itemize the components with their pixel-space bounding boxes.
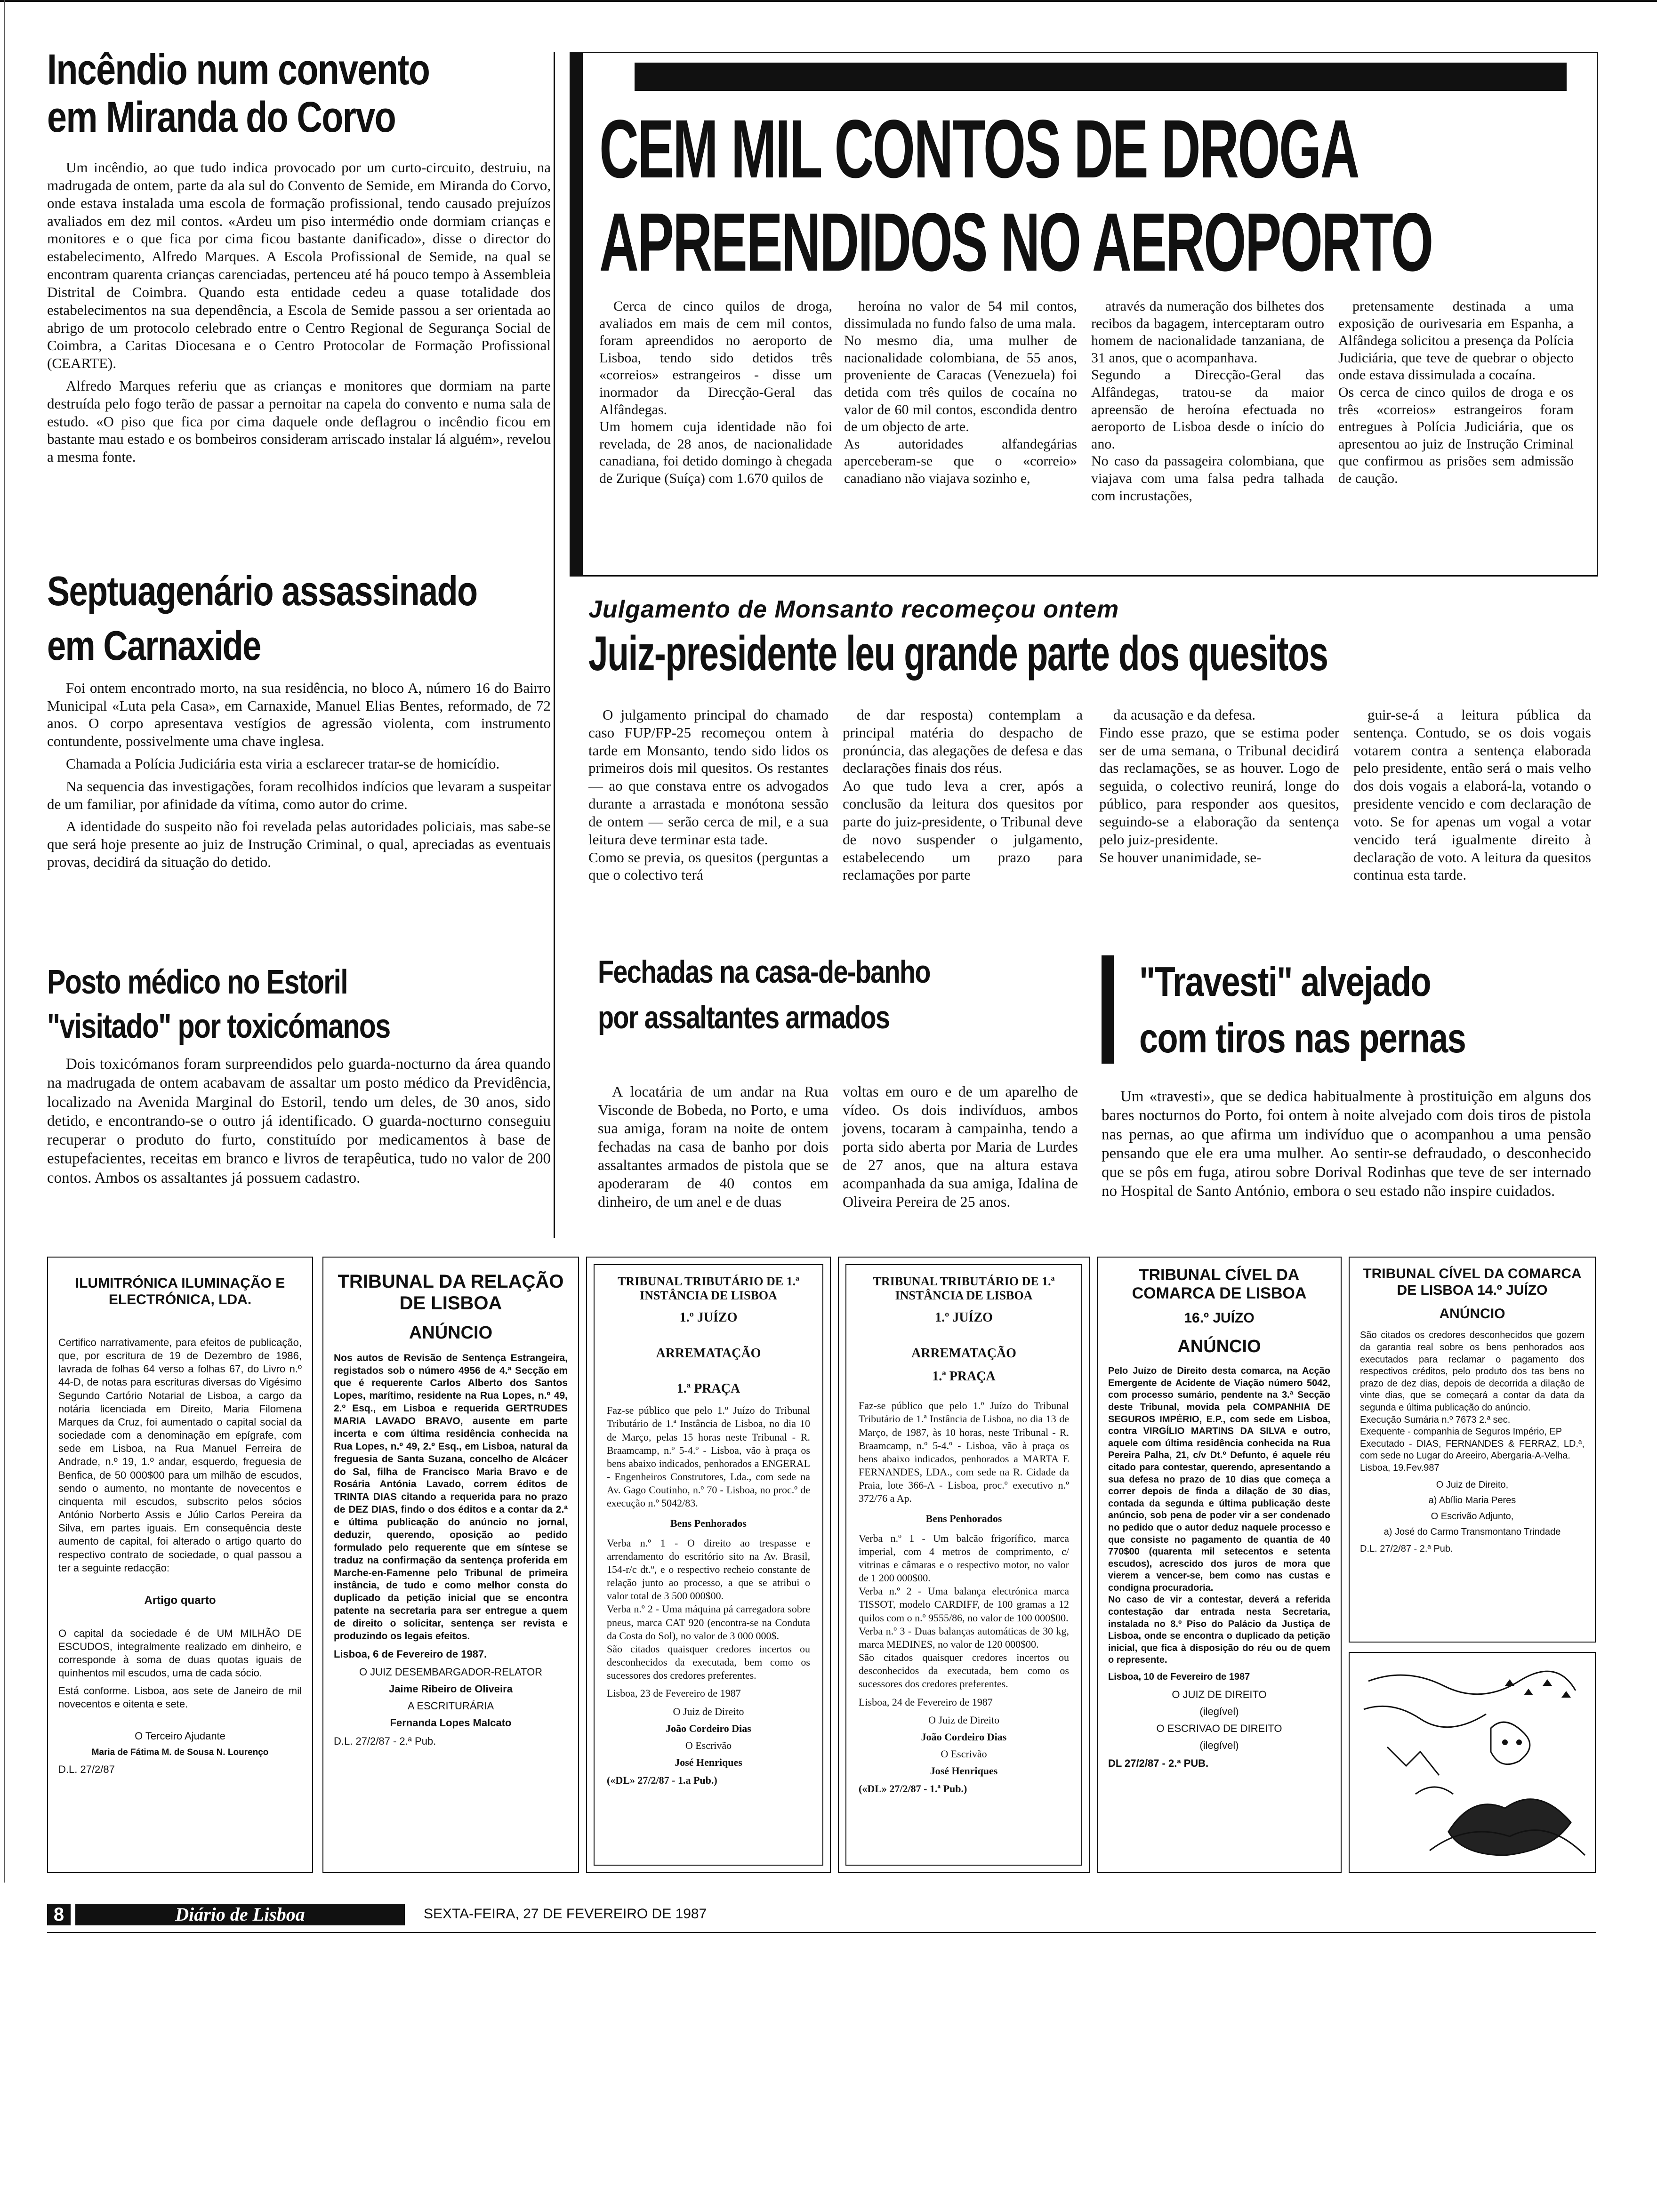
posto-title-1: Posto médico no Estoril — [47, 963, 348, 1001]
cartoon-drop — [1543, 1679, 1552, 1686]
notice-tributario-2 — [838, 1257, 1090, 1873]
travesti-paragraph: Um «travesti», que se dedica habitualmente à prostituição em alguns dos bares nocturnos do Porto, foi ontem à noite alvejado com dois tiros de pistola nas pernas, ao que afirma um indivíduo que o acompanhou a uma pensão pensando que ele era uma mulher. Ao sentir-se defraudado, o desconhecido que se pôs em fuga, atirou sobre Dorival Rodinhas que teve de ser internado no Hospital de Santo António, embora o seu estado não inspire cuidados. — [1102, 1088, 1591, 1200]
article-incendio — [47, 47, 551, 471]
fechadas-title-2: por assaltantes armados — [598, 1000, 890, 1036]
cartoon-drop — [1524, 1689, 1533, 1695]
tributario2-signer-1-name: João Cordeiro Dias — [921, 1731, 1007, 1743]
tributario1-date: Lisboa, 23 de Fevereiro de 1987 — [607, 1687, 741, 1699]
page-number: 8 — [47, 1904, 71, 1925]
civel16-signer-1: O JUIZ DE DIREITO — [1172, 1688, 1267, 1700]
relacao-footer: D.L. 27/2/87 - 2.ª Pub. — [334, 1735, 436, 1747]
cartoon-head — [1491, 1722, 1530, 1764]
cartoon-dot — [1516, 1739, 1522, 1745]
civel16-text: Pelo Juízo de Direito desta comarca, na Acção Emergente de Acidente de Viação número 5042, com processo sumário, pendente na 3.ª Secção deste Tribunal, movida pela COMPANHIA DE SEGUROS IMPÉRIO, E.P., com sede em Lisboa, contra VIRGÍLIO MARTINS DA SILVA e outro, aquele com última residência conhecida na Rua Pereira Palha, 21, c/v Dt.º Defunto, é aquele réu citado para contestar, querendo, apresentando a sua defesa no prazo de 10 dias que começa a correr depois de finda a dilação de 30 dias, contada da segunda e última publicação deste anúncio, sob pena de poder vir a ser condenado no pedido que o autor deduz naquele processo e que consiste no pagamento de quantia de 40 770$00 (quarenta mil setecentos e setenta escudos), acrescido dos juros de mora que vierem a vencer-se, bem como nas custas e condigna procuradoria. No caso de vir a contestar, deverá a referida contestação dar entrada nesta Secretaria, instalada no 8.º Piso do Palácio da Justiça de Lisboa, onde se encontra o duplicado da petição inicial, que fica à disposição do réu ou de quem o represente. — [1108, 1366, 1330, 1666]
tributario1-praca: 1.ª PRAÇA — [676, 1381, 740, 1396]
julgamento-title: Juiz-presidente leu grande parte dos quesitos — [588, 626, 1328, 681]
relacao-date: Lisboa, 6 de Fevereiro de 1987. — [334, 1648, 487, 1660]
travesti-body — [1102, 1087, 1591, 1206]
article-posto — [47, 965, 551, 1192]
incendio-paragraph: Um incêndio, ao que tudo indica provocado por um curto-circuito, destruiu, na madrugada de ontem, parte da ala sul do Convento de Semide, em Miranda do Corvo, onde estava instalada uma escola de formação profissional, tendo causado prejuízos avaliados em dez mil contos. «Ardeu um piso intermédio onde dormiam crianças e monitores e o que fica por cima ficou bastante danificado», disse o director do estabelecimento, Alfredo Marques. A Escola Profissional de Semide, na qual se encontram quarenta crianças carenciadas, pertenceu até há pouco tempo à Assembleia Distrital de Coimbra. Quando esta entidade cedeu a quase totalidade dos estabelecimentos na sua dependência, a Escola de Semide passou a ser orientada ao abrigo de um protocolo celebrado entre o Centro Regional de Segurança Social de Coimbra, a Caritas Diocesana e o Centro Protocolar de Formação Profissional (CEARTE). — [47, 159, 551, 372]
ilumitronica-signer: O Terceiro Ajudante — [135, 1730, 225, 1742]
ilumitronica-title: ILUMITRÓNICA ILUMINAÇÃO E ELECTRÓNICA, LDA. — [75, 1275, 285, 1307]
civel16-heading: ANÚNCIO — [1177, 1336, 1261, 1356]
tributario1-signer-2-name: José Henriques — [675, 1756, 742, 1769]
posto-title-2: "visitado" por toxicómanos — [47, 1007, 390, 1045]
septuagenario-paragraph: A identidade do suspeito não foi revelada pelas autoridades policiais, mas sabe-se que será hoje presente ao juiz de Instrução Criminal, o qual, apreciadas as eventuais provas, decidirá da situação do detido. — [47, 818, 551, 871]
cartoon-figure — [1448, 1799, 1571, 1855]
cartoon-line — [1368, 1671, 1576, 1694]
ilumitronica-subtitle: Artigo quarto — [144, 1594, 216, 1607]
article-septuagenario — [47, 569, 551, 876]
julgamento-kicker: Julgamento de Monsanto recomeçou ontem — [588, 596, 1119, 623]
ilumitronica-text-3: Está conforme. Lisboa, aos sete de Janeiro de mil novecentos e oitenta e sete. — [58, 1685, 302, 1710]
ilumitronica-footer: D.L. 27/2/87 — [58, 1763, 115, 1775]
civel14-signer-1-name: a) Abílio Maria Peres — [1428, 1495, 1516, 1506]
tributario2-text-2: Verba n.º 1 - Um balcão frigorífico, marca imperial, com 4 metros de comprimento, c/ vitrinas e câmaras e o respectivo motor, no valor de 1 200 000$00. Verba n.º 2 - Uma balança electrónica marca TISSOT, modelo CARDIFF, de 100 gramas a 12 quilos com o n.º 9555/86, no valor de 100 000$00. Verba n.º 3 - Duas balanças automáticas de 30 kg, marca MEDINES, no valor de 120 000$00. São citados quaisquer credores incertos ou desconhecidos da executada, bem como os sucessores dos credores preferentes. — [859, 1532, 1069, 1690]
relacao-signer-1: O JUIZ DESEMBARGADOR-RELATOR — [359, 1666, 543, 1678]
tributario2-footer: («DL» 27/2/87 - 1.ª Pub.) — [859, 1783, 967, 1795]
civel16-signer-2-name: (ilegível) — [1199, 1739, 1239, 1752]
fechadas-column-2: voltas em ouro e de um aparelho de vídeo. Os dois indivíduos, ambos jovens, tocaram à campainha, tendo a porta sido aberta por Maria de Lurdes de 27 anos, que na altura estava acompanhada da sua amiga, Idalina de Oliveira Pereira de 25 anos. — [843, 1083, 1078, 1210]
cartoon-line — [1416, 1787, 1453, 1794]
notice-relacao — [322, 1257, 579, 1873]
tributario1-signer-1: O Juiz de Direito — [673, 1705, 744, 1717]
droga-column-1: Cerca de cinco quilos de droga, avaliados em mais de cem mil contos, foram apreendidos no aeroporto de Lisboa, tendo sido detidos três «correios» estrangeiros - disse um inormador da Direcção-Geral das Alfândegas. Um homem cuja identidade não foi revelada, de 28 anos, de nacionalidade canadiana, foi detido domingo à chegada de Zurique (Suíça) com 1.670 quilos de — [599, 298, 832, 486]
tributario2-signer-1: O Juiz de Direito — [928, 1714, 999, 1726]
relacao-signer-2: A ESCRITURÁRIA — [407, 1700, 494, 1712]
travesti-title-1: "Travesti" alvejado — [1139, 958, 1431, 1005]
page-top-border — [0, 0, 1657, 2]
tributario1-arrematacao: ARREMATAÇÃO — [656, 1346, 761, 1361]
tributario2-date: Lisboa, 24 de Fevereiro de 1987 — [859, 1696, 993, 1708]
droga-column-2: heroína no valor de 54 mil contos, dissimulada no fundo falso de uma mala. No mesmo dia, uma mulher de nacionalidade colombiana, de 55 anos, proveniente de Caracas (Venezuela) foi detida com três quilos de cocaína no valor de 60 mil contos, escondida dentro de um objecto de arte. As autoridades alfandegárias aperceberam-se que o «correio» canadiano não viajava sozinho e, — [844, 298, 1077, 486]
tributario2-title: TRIBUNAL TRIBUTÁRIO DE 1.ª INSTÂNCIA DE LISBOA — [873, 1274, 1055, 1302]
civel14-text: São citados os credores desconhecidos que gozem da garantia real sobre os bens penhorados aos executados para reclamar o pagamento dos respectivos créditos, pelo produto dos tas bens no prazo de dez dias, depois de decorrida a dilação de vinte dias, que se começará a contar da data da segunda e última publicação do anúncio. Execução Sumária n.º 7673 2.ª sec. Exequente - companhia de Seguros Império, EP Executado - DIAS, FERNANDES & FERRAZ, LD.ª, com sede no Lugar do Areeiro, Abergaria-A-Velha. Lisboa, 19.Fev.987 — [1360, 1330, 1585, 1473]
septuagenario-title-2: em Carnaxide — [47, 622, 261, 669]
julgamento-column-2: de dar resposta) contemplam a principal matéria do despacho de pronúncia, das alegações de defesa e das declarações finais dos réus. Ao que tudo leva a crer, após a conclusão da leitura dos quesitos por parte do juiz-presidente, o Tribunal deve de novo suspender o julgamento, estabelecendo um prazo para reclamações por parte — [843, 706, 1083, 883]
droga-top-bar — [635, 63, 1567, 91]
cartoon-drop — [1561, 1691, 1571, 1698]
article-fechadas — [598, 955, 1069, 1035]
civel14-heading: ANÚNCIO — [1439, 1306, 1505, 1322]
septuagenario-paragraph: Chamada a Polícia Judiciária esta viria a esclarecer tratar-se de homicídio. — [66, 755, 500, 772]
tributario1-text: Faz-se público que pelo 1.º Juízo do Tribunal Tributário de 1.ª Instância de Lisboa, no dia 10 de Março, pelas 15 horas neste Tribunal - R. Braamcamp, n.º 5-4.º - Lisboa, vão à praça os bens abaixo indicados, penhorados a ENGERAL - Engenheiros Construtores, Lda., com sede na Av. Gago Coutinho, n.º 70 - Lisboa, no proc.º de execução n.º 5042/83. — [607, 1404, 810, 1509]
septuagenario-paragraph: Na sequencia das investigações, foram recolhidos indícios que levaram a suspeitar de um familiar, por afinidade da vítima, como autor do crime. — [47, 777, 551, 812]
notice-civel-14 — [1349, 1257, 1596, 1643]
civel16-date: Lisboa, 10 de Fevereiro de 1987 — [1108, 1672, 1250, 1683]
relacao-signer-2-name: Fernanda Lopes Malcato — [390, 1717, 512, 1729]
tributario1-title: TRIBUNAL TRIBUTÁRIO DE 1.ª INSTÂNCIA DE LISBOA — [618, 1274, 799, 1302]
article-travesti — [1139, 960, 1586, 1060]
julgamento-column-3: da acusação e da defesa. Findo esse prazo, que se estima poder ser de uma semana, o Tribunal decidirá das reclamações, se as houver. Logo de seguida, o colectivo reunirá, longe do público, para responder aos quesitos, seguindo-se a elaboração da sentença pelo juiz-presidente. Se houver unanimidade, se- — [1099, 706, 1339, 866]
tributario2-signer-2: O Escrivão — [941, 1748, 987, 1760]
fechadas-title-1: Fechadas na casa-de-banho — [598, 954, 930, 990]
tributario2-signer-2-name: José Henriques — [930, 1765, 998, 1777]
article-julgamento — [588, 595, 1591, 680]
ilumitronica-signer-name: Maria de Fátima M. de Sousa N. Lourenço — [91, 1747, 269, 1757]
page-left-edge — [4, 0, 5, 1883]
tributario1-bens: Bens Penhorados — [670, 1517, 747, 1529]
civel14-signer-2-name: a) José do Carmo Transmontano Trindade — [1384, 1527, 1561, 1538]
column-divider — [554, 52, 555, 1238]
tributario1-signer-2: O Escrivão — [685, 1739, 732, 1751]
civel14-footer: D.L. 27/2/87 - 2.ª Pub. — [1360, 1543, 1453, 1554]
civel16-signer-1-name: (ilegível) — [1199, 1705, 1239, 1717]
tributario2-juizo: 1.º JUÍZO — [935, 1310, 993, 1325]
ilumitronica-text: Certifico narrativamente, para efeitos de publicação, que, por escritura de 19 de Dezembro de 1986, lavrada de folhas 64 verso a folhas 67, do Livro n.º 44-D, de notas para escrituras diversas do Vigésimo Segundo Cartório Notarial de Lisboa, a cargo da notária licenciada em Direito, Maria Filomena Marques da Cruz, foi aumentado o capital social da sociedade com a denominação em epígrafe, com sede em Lisboa, na Rua Manuel Ferreira de Andrade, n.º 19, 1.º andar, esquerdo, freguesia de Benfica, de 50 000$00 para um milhão de escudos, sendo o aumento, no montante de novecentos e cinquenta mil escudos, subscrito pelos sócios António Norberto Assis e Júlio Carlos Pereira da Silva, em partes iguais. Em consequência deste aumento de capital, foi alterado o artigo quarto do respectivo contrato de sociedade, o qual passou a ter a seguinte redacção: — [58, 1337, 302, 1574]
relacao-text: Nos autos de Revisão de Sentença Estrangeira, registados sob o número 4956 de 4.ª Secção em que é requerente Carlos Alberto dos Santos Lopes, marítimo, residente na Rua Lopes, n.º 49, 2.º Esq., em Lisboa e requerida GERTRUDES MARIA LAVADO BRAVO, ausente em parte incerta e com última residência conhecida na Rua Lopes, n.º 49, 2.º Esq., em Lisboa, natural da freguesia de Santa Suzana, concelho de Alcácer do Sal, filha de Francisco Maria Bravo e de Rosária Antónia Lavado, correm éditos de TRINTA DIAS citando a requerida para no prazo de DEZ DIAS, findo o dos éditos e a contar da 2.ª e última publicação do anúncio no jornal, deduzir, querendo, oposição ao pedido formulado pelo requerente que em síntese se traduz na confirmação da sentença proferida em Marche-en-Famenne pelo Tribunal de primeira instância, de tudo e como melhor consta do duplicado da petição inicial que se encontra patente na secretaria para ser entregue a quem de direito o solicitar, sentença ser revista e produzindo os legais efeitos. — [334, 1352, 568, 1642]
tributario2-arrematacao: ARREMATAÇÃO — [911, 1346, 1016, 1361]
septuagenario-paragraph: Foi ontem encontrado morto, na sua residência, no bloco A, número 16 do Bairro Municipal «Luta pela Casa», em Carnaxide, Manuel Elias Bentes, reformado, de 72 anos. O corpo apresentava vestígios de agressão violenta, com instrumento contundente, possivelmente uma chave inglesa. — [47, 679, 551, 750]
ilumitronica-text-2: O capital da sociedade é de UM MILHÃO DE ESCUDOS, integralmente realizado em dinheiro, e corresponde à soma de duas quotas iguais de quinhentos mil escudos, uma de cada sócio. — [58, 1627, 302, 1679]
droga-box-left-bar — [570, 52, 583, 577]
notice-civel-16 — [1097, 1257, 1342, 1873]
tributario1-footer: («DL» 27/2/87 - 1.a Pub.) — [607, 1774, 717, 1787]
relacao-signer-1-name: Jaime Ribeiro de Oliveira — [389, 1683, 513, 1695]
civel16-signer-2: O ESCRIVAO DE DIREITO — [1156, 1722, 1282, 1734]
droga-title-1: CEM MIL CONTOS DE DROGA — [599, 103, 1359, 195]
civel14-signer-2: O Escrivão Adjunto, — [1431, 1511, 1514, 1522]
article-droga — [570, 52, 1598, 577]
droga-column-3: através da numeração dos bilhetes dos recibos da bagagem, interceptaram outro homem de nacionalidade tanzaniana, de 31 anos, que o acompanhava. Segundo a Direcção-Geral das Alfândegas, tratou-se da maior apreensão de heroína efectuada no aeroporto de Lisboa desde o início do ano. No caso da passageira colombiana, que viajava com uma falsa pedra talhada com incrustações, — [1091, 298, 1324, 504]
cartoon-line — [1364, 1706, 1486, 1727]
civel14-title: TRIBUNAL CÍVEL DA COMARCA DE LISBOA 14.º JUÍZO — [1363, 1266, 1582, 1298]
relacao-heading: ANÚNCIO — [409, 1323, 493, 1343]
droga-title-2: APREENDIDOS NO AEROPORTO — [599, 196, 1432, 289]
footer-rule — [47, 1932, 1596, 1933]
travesti-title-2: com tiros nas pernas — [1139, 1015, 1466, 1062]
civel16-title: TRIBUNAL CÍVEL DA COMARCA DE LISBOA — [1132, 1266, 1307, 1303]
cartoon-drawing — [1350, 1653, 1595, 1872]
travesti-bar — [1102, 955, 1114, 1064]
civel14-signer-1: O Juiz de Direito, — [1436, 1479, 1509, 1490]
cartoon-dot — [1502, 1739, 1508, 1745]
cartoon-drop — [1505, 1679, 1514, 1686]
tributario1-text-2: Verba n.º 1 - O direito ao trespasse e arrendamento do escritório sito na Av. Brasil, 154-r/c dt.º, e o respectivo recheio constante de relação junto ao processo, a que se atribui o valor total de 3 500 000$00. Verba n.º 2 - Uma máquina pá carregadora sobre pneus, marca CAT 920 (encontra-se na Conduta da Costa do Sol), no valor de 3 000 000$. São citados quaisquer credores incertos ou desconhecidos da executada, bem como os sucessores dos credores preferentes. — [607, 1537, 810, 1682]
tributario2-bens: Bens Penhorados — [925, 1512, 1002, 1524]
septuagenario-title-1: Septuagenário assassinado — [47, 568, 477, 614]
civel16-juizo: 16.º JUÍZO — [1184, 1310, 1255, 1326]
incendio-title-1: Incêndio num convento — [47, 46, 430, 94]
julgamento-column-1: O julgamento principal do chamado caso FUP/FP-25 recomeçou ontem à tarde em Monsanto, tendo sido lidos os primeiros dois mil quesitos. Os restantes — ao que constava entre os advogados durante a arrastada e monótona sessão de ontem — serão cerca de mil, e a sua leitura deve terminar esta tade. Como se previa, os quesitos (perguntas a que o colectivo terá — [588, 706, 828, 883]
tributario1-signer-1-name: João Cordeiro Dias — [666, 1722, 751, 1734]
tributario1-juizo: 1.º JUÍZO — [679, 1310, 738, 1325]
droga-column-4: pretensamente destinada a uma exposição de ourivesaria em Espanha, a Alfândega solicitou a presença da Polícia Judiciária, que teve de quebrar o objecto onde estava dissimulada a cocaína. Os cerca de cinco quilos de droga e os três «correios» estrangeiros foram entregues à Polícia Judiciária, que os apresentou ao juiz de Instrução Criminal que confirmou as prisões sem admissão de caução. — [1338, 298, 1574, 486]
date-line: SEXTA-FEIRA, 27 DE FEVEREIRO DE 1987 — [424, 1906, 707, 1922]
tributario2-text: Faz-se público que pelo 1.º Juízo do Tribunal Tributário de 1.ª Instância de Lisboa, no dia 13 de Março, de 1987, às 10 horas, neste Tribunal - R. Braamcamp, n.º 5-4.º - Lisboa, vão à praça os bens abaixo indicados, penhorados a MARTA E FERNANDES, LDA., com sede na R. Cidade da Praia, lote 366-A - Lisboa, proc.º executivo n.º 372/76 a Ap. — [859, 1400, 1069, 1505]
notice-tributario-1 — [586, 1257, 831, 1873]
incendio-title-2: em Miranda do Corvo — [47, 93, 396, 141]
julgamento-column-4: guir-se-á a leitura pública da sentença. Contudo, se os dois vogais votarem contra a sentença elaborada pelo presidente, então será o mais velho dos dois vogais a elaborá-la, votando o presidente vencido e com declaração de voto. Se for apenas um vogal a votar vencido terá igualmente direito à declaração de voto. A leitura da quesitos continua esta tarde. — [1353, 706, 1591, 883]
incendio-paragraph: Alfredo Marques referiu que as crianças e monitores que dormiam na parte destruída pelo fogo terão de passar a pernoitar na capela do convento e numa sala de estudo. «O piso que fica por cima daquele onde deflagrou o incêndio ficou em bastante mau estado e os bombeiros consideram arriscado instalar lá alguém», revelou a mesma fonte. — [47, 377, 551, 465]
masthead: Diário de Lisboa — [75, 1904, 405, 1925]
cartoon-line — [1387, 1747, 1439, 1775]
notice-ilumitronica — [47, 1257, 313, 1873]
relacao-title: TRIBUNAL DA RELAÇÃO DE LISBOA — [338, 1271, 564, 1314]
civel16-footer: DL 27/2/87 - 2.ª PUB. — [1108, 1757, 1209, 1770]
cartoon-illustration — [1349, 1652, 1596, 1873]
posto-paragraph: Dois toxicómanos foram surpreendidos pelo guarda-nocturno da área quando na madrugada de ontem acabavam de assaltar um posto médico da Previdência, localizado na Avenida Marginal do Estoril, tendo um deles, de 30 anos, sido detido, e encontrando-se o outro já identificado. O guarda-nocturno conseguiu recuperar o produto do furto, constituído por medicamentos à base de estupefacientes, receitas em branco e livros de terapêutica, tudo no valor de 200 contos. Ambos os assaltantes já possuem cadastro. — [47, 1056, 551, 1186]
tributario2-praca: 1.ª PRAÇA — [932, 1369, 996, 1384]
fechadas-column-1: A locatária de um andar na Rua Visconde de Bobeda, no Porto, e uma sua amiga, foram na noite de ontem fechadas na casa de banho por dois assaltantes armados de pistola que se apoderaram de 40 contos em dinheiro, de um anel e de duas — [598, 1083, 828, 1210]
